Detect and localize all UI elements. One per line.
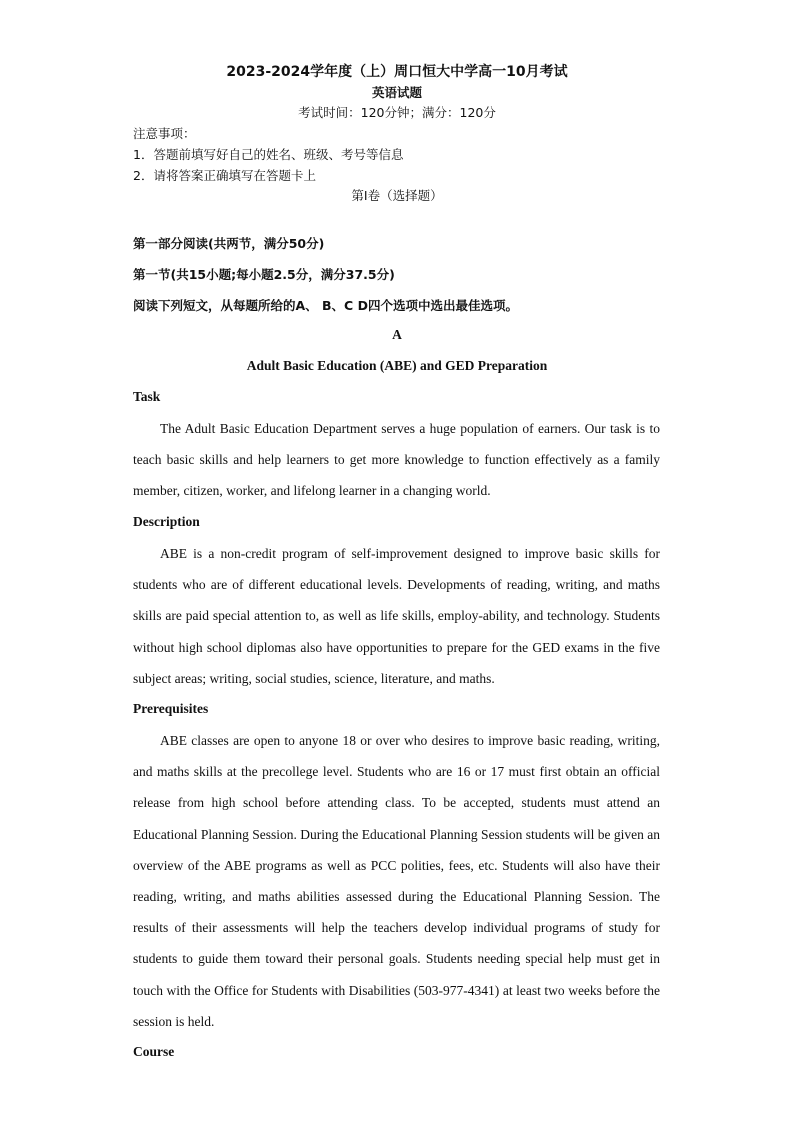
reading-instruction: 阅读下列短文，从每题所给的A、 B、C D四个选项中选出最佳选项。: [133, 298, 518, 313]
volume-label: 第I卷（选择题）: [351, 188, 443, 203]
section-heading-description: Description: [133, 514, 200, 529]
section-body-prerequisites: [133, 725, 660, 1037]
notes-heading: 注意事项：: [133, 126, 196, 141]
section-body-description: [133, 538, 660, 694]
exam-time-info: 考试时间：120分钟；满分：120分: [298, 105, 496, 120]
task-paragraph: The Adult Basic Education Department serves a huge population of earners. Our task is to teach basic skills and help learners to get more knowledge to function effectively as a family member, citizen, worker, and lifelong learner in a changing world.: [133, 421, 660, 499]
section-heading-course: Course: [133, 1044, 175, 1059]
passage-letter: A: [392, 327, 402, 342]
section-heading-prerequisites: Prerequisites: [133, 701, 209, 716]
notes-item-1: 1．答题前填写好自己的姓名、班级、考号等信息: [133, 147, 404, 162]
exam-subtitle: 英语试题: [371, 85, 422, 100]
notes-item-2: 2．请将答案正确填写在答题卡上: [133, 168, 316, 183]
passage-title: Adult Basic Education (ABE) and GED Preparation: [246, 358, 548, 373]
section-heading-task: Task: [133, 389, 161, 404]
section-body-task: [133, 413, 660, 507]
prerequisites-paragraph: ABE classes are open to anyone 18 or over who desires to improve basic reading, writing, and maths skills at the precollege level. Students who are 16 or 17 must first obtain an official release from high school before attending class. To be accepted, students must attend an Educational Planning Session. During the Educational Planning Session students will be given an overview of the ABE programs as well as PCC polities, fees, etc. Students will also have their reading, writing, and maths abilities assessed during the Educational Planning Session. The results of their assessments will help the teachers develop individual programs of study for students to guide them toward their personal goals. Students needing special help must get in touch with the Office for Students with Disabilities (503-977-4341) at least two weeks before the session is held.: [133, 733, 660, 1029]
part-one-heading: 第一部分阅读(共两节，满分50分): [133, 236, 325, 251]
description-paragraph: ABE is a non-credit program of self-improvement designed to improve basic skills for students who are of different educational levels. Developments of reading, writing, and maths skills are paid special attention to, as well as life skills, employ-ability, and technology. Students without high school diplomas also have opportunities to prepare for the GED exams in the five subject areas; writing, social studies, science, literature, and maths.: [133, 546, 660, 686]
section-one-heading: 第一节(共15小题;每小题2.5分，满分37.5分): [133, 267, 395, 282]
exam-title: 2023-2024学年度（上）周口恒大中学高一10月考试: [226, 64, 568, 80]
